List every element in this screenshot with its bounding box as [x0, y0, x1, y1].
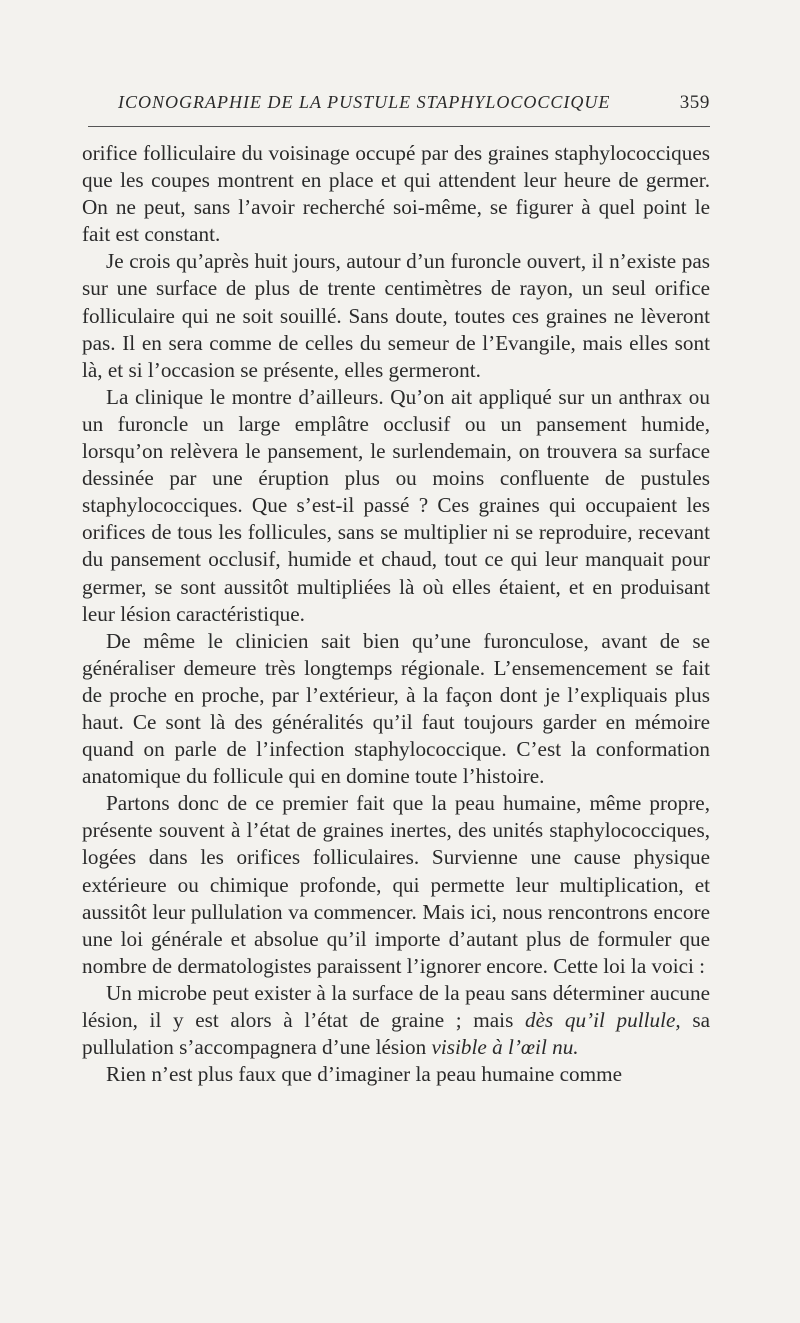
page-number: 359	[679, 92, 710, 113]
paragraph-4: De même le clinicien sait bien qu’une furonculose, avant de se généraliser demeure très longtemps régionale. L’ensemencement se fait de proche en proche, par l’extérieur, à la façon dont je l’expliquais plus haut. Ce sont là des généralités qu’il faut toujours garder en mémoire quand on parle de l’infection staphylococcique. C’est la conformation anatomique du follicule qui en domine toute l’histoire.	[82, 628, 710, 789]
running-title: ICONOGRAPHIE DE LA PUSTULE STAPHYLOCOCCIQUE	[118, 92, 611, 112]
paragraph-6-italic-1: dès qu’il pullule,	[524, 1008, 681, 1032]
paragraph-6	[82, 980, 710, 1061]
header-rule	[88, 126, 710, 127]
paragraph-6-italic-2: visible à l’œil nu.	[431, 1035, 579, 1060]
paragraph-3: La clinique le montre d’ailleurs. Qu’on ait appliqué sur un anthrax ou un furoncle un large emplâtre occlusif ou un pansement humide, lorsqu’on relèvera le pansement, le surlendemain, on trouvera sa surface dessinée par une éruption plus ou moins confluente de pustules staphylococciques. Que s’est-il passé ? Ces graines qui occupaient les orifices de tous les follicules, sans se multiplier ni se reproduire, recevant du pansement occlusif, humide et chaud, tout ce qui leur manquait pour germer, se sont aussitôt multipliées là où elles étaient, et en produisant leur lésion caractéristique.	[82, 384, 710, 626]
paragraph-6-mid: sa pullulation s’accompagnera d’une lésion	[82, 1008, 710, 1060]
paragraph-6-start: Un microbe peut exister à la surface de la peau sans déterminer aucune lésion, il y est alors à l’état de graine ; mais	[82, 980, 710, 1032]
paragraph-7: Rien n’est plus faux que d’imaginer la peau humaine comme	[106, 1062, 622, 1087]
body-text	[82, 140, 710, 1088]
paragraph-1: orifice folliculaire du voisinage occupé par des graines staphylococciques que les coupes montrent en place et qui attendent leur heure de germer. On ne peut, sans l’avoir recherché soi-même, se figurer à quel point le fait est constant.	[82, 141, 710, 247]
running-header	[118, 92, 710, 114]
paragraph-5: Partons donc de ce premier fait que la peau humaine, même propre, présente souvent à l’état de graines inertes, des unités staphylococciques, logées dans les orifices folliculaires. Survienne une cause physique extérieure ou chimique profonde, qui permette leur multiplication, et aussitôt leur pullulation va commencer. Mais ici, nous rencontrons encore une loi générale et absolue qu’il importe d’autant plus de formuler que nombre de dermatologistes paraissent l’ignorer encore. Cette loi la voici :	[82, 791, 710, 978]
paragraph-2: Je crois qu’après huit jours, autour d’un furoncle ouvert, il n’existe pas sur une surface de plus de trente centimètres de rayon, un seul orifice folliculaire qui ne soit souillé. Sans doute, toutes ces graines ne lèveront pas. Il en sera comme de celles du semeur de l’Evangile, mais elles sont là, et si l’occasion se présente, elles germeront.	[82, 249, 710, 382]
